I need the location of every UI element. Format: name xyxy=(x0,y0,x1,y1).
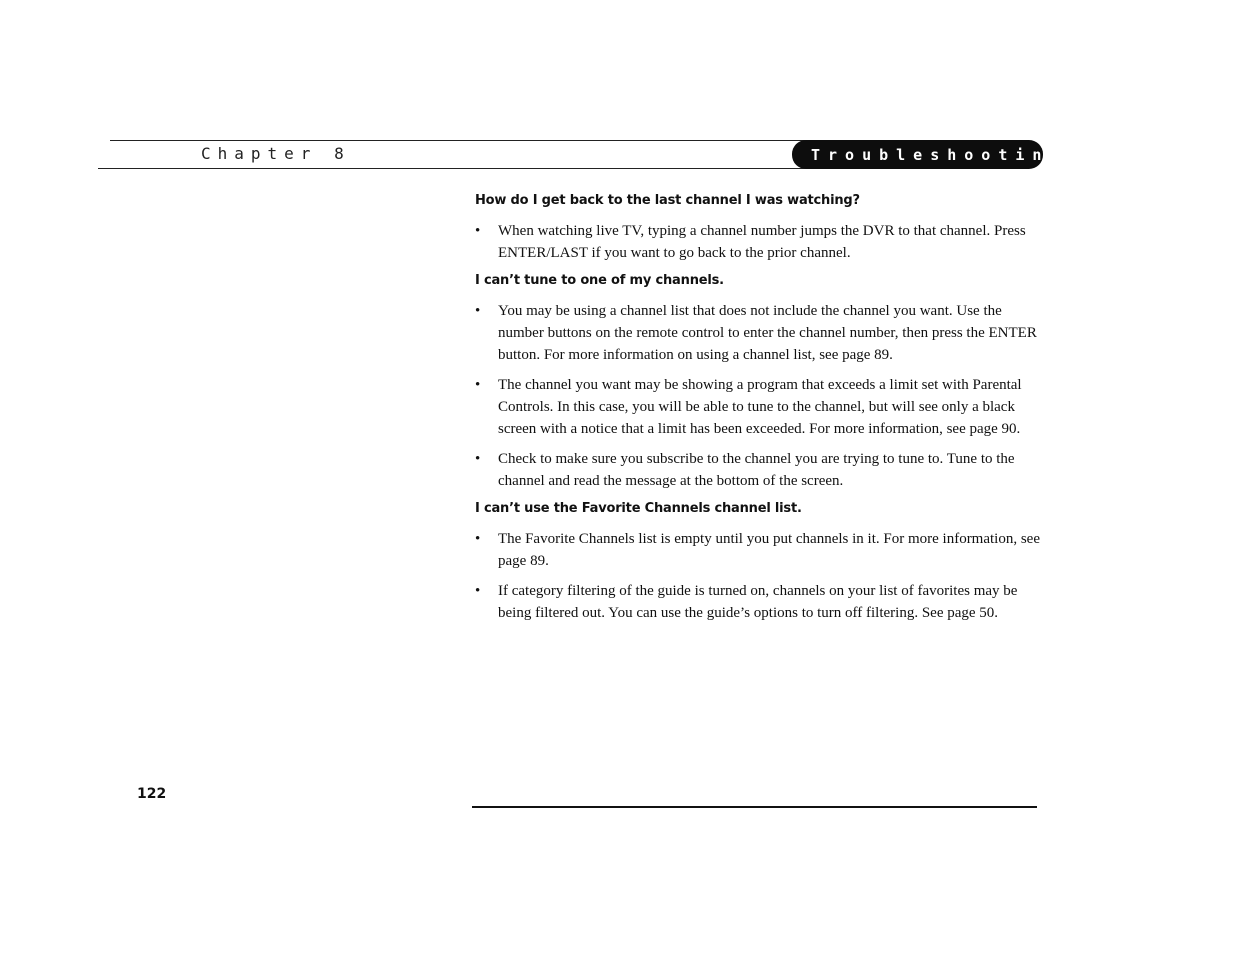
question-heading: I can’t use the Favorite Channels channel list. xyxy=(475,501,802,516)
section-title: Troubleshooting xyxy=(811,145,1067,164)
bullet-text: When watching live TV, typing a channel number jumps the DVR to that channel. Press ENTER/LAST if you want to go back to the prior channel. xyxy=(498,223,1026,261)
bullet-glyph: • xyxy=(475,223,481,239)
bullet-text: The Favorite Channels list is empty until you put channels in it. For more information, see page 89. xyxy=(498,531,1040,569)
section-tab xyxy=(792,140,1067,169)
chapter-label: Chapter 8 xyxy=(201,144,351,163)
answer-bullet xyxy=(475,448,1040,492)
bullet-glyph: • xyxy=(475,303,481,319)
bullet-glyph: • xyxy=(475,531,481,547)
question-heading: I can’t tune to one of my channels. xyxy=(475,273,724,288)
bullet-glyph: • xyxy=(475,583,481,599)
answer-bullet xyxy=(475,220,1040,264)
page-content xyxy=(475,192,1040,632)
footer-rule xyxy=(472,806,1037,808)
header-rule-top xyxy=(110,140,822,141)
bullet-text: The channel you want may be showing a program that exceeds a limit set with Parental Controls. In this case, you will be able to tune to the channel, but will see only a black screen with a notice that a limit has been exceeded. For more information, see page 90. xyxy=(498,377,1022,437)
answer-bullet xyxy=(475,528,1040,572)
answer-bullet xyxy=(475,580,1040,624)
answer-bullet xyxy=(475,300,1040,366)
answer-bullet xyxy=(475,374,1040,440)
bullet-text: Check to make sure you subscribe to the channel you are trying to tune to. Tune to the channel and read the message at the bottom of the screen. xyxy=(498,451,1015,489)
header-rule-bottom xyxy=(98,168,810,169)
bullet-glyph: • xyxy=(475,377,481,393)
page-number: 122 xyxy=(137,786,167,802)
bullet-text: You may be using a channel list that does not include the channel you want. Use the number buttons on the remote control to enter the channel number, then press the ENTER button. For more information on using a channel list, see page 89. xyxy=(498,303,1037,363)
bullet-glyph: • xyxy=(475,451,481,467)
bullet-text: If category filtering of the guide is turned on, channels on your list of favorites may be being filtered out. You can use the guide’s options to turn off filtering. See page 50. xyxy=(498,583,1018,621)
question-heading: How do I get back to the last channel I was watching? xyxy=(475,193,860,208)
